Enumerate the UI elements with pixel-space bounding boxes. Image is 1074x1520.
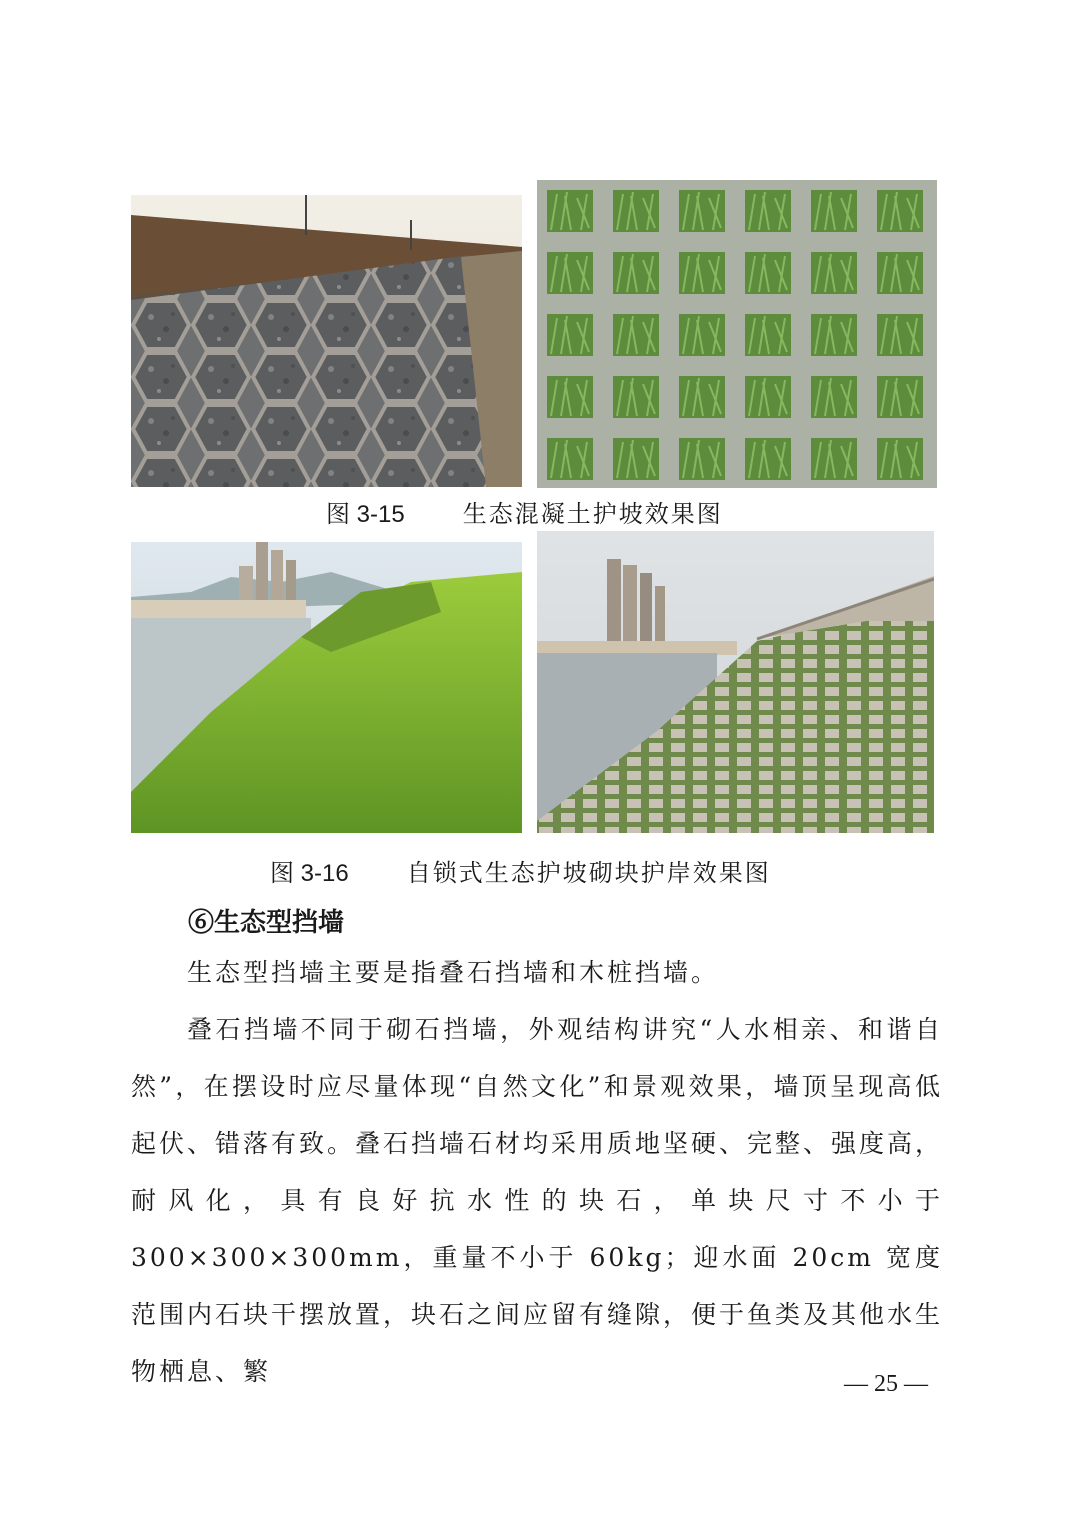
paragraph-2: 叠石挡墙不同于砌石挡墙，外观结构讲究“人水相亲、和谐自然”，在摆设时应尽量体现“自然文化”和景观效果，墙顶呈现高低起伏、错落有致。叠石挡墙石材均采用质地坚硬、完整、强度高，耐风化，具有良好抗水性的块石，单块尺寸不小于 300×300×300mm，重量不小于 60kg；迎水面 20cm 宽度范围内石块干摆放置，块石之间应留有缝隙，便于鱼类及其他水生物栖息、繁	[131, 1015, 944, 1386]
page-number: — 25 —	[844, 1371, 928, 1397]
figure-number: 图 3-15	[326, 501, 405, 528]
photo-hexagonal-concrete-slope	[131, 195, 522, 487]
photo-self-locking-block-slope	[537, 531, 934, 833]
photo-grass-grid-blocks	[537, 180, 937, 488]
figure-caption-3-15	[326, 494, 723, 529]
paragraph-1: 生态型挡墙主要是指叠石挡墙和木桩挡墙。	[187, 958, 720, 987]
figure-number: 图 3-16	[270, 860, 349, 887]
figure-title: 生态混凝土护坡效果图	[462, 500, 723, 528]
figure-caption-3-16	[270, 853, 771, 888]
section-heading: ⑥生态型挡墙	[188, 908, 345, 938]
figure-title: 自锁式生态护坡砌块护岸效果图	[406, 859, 771, 887]
photo-riverbank-grass	[131, 542, 522, 833]
